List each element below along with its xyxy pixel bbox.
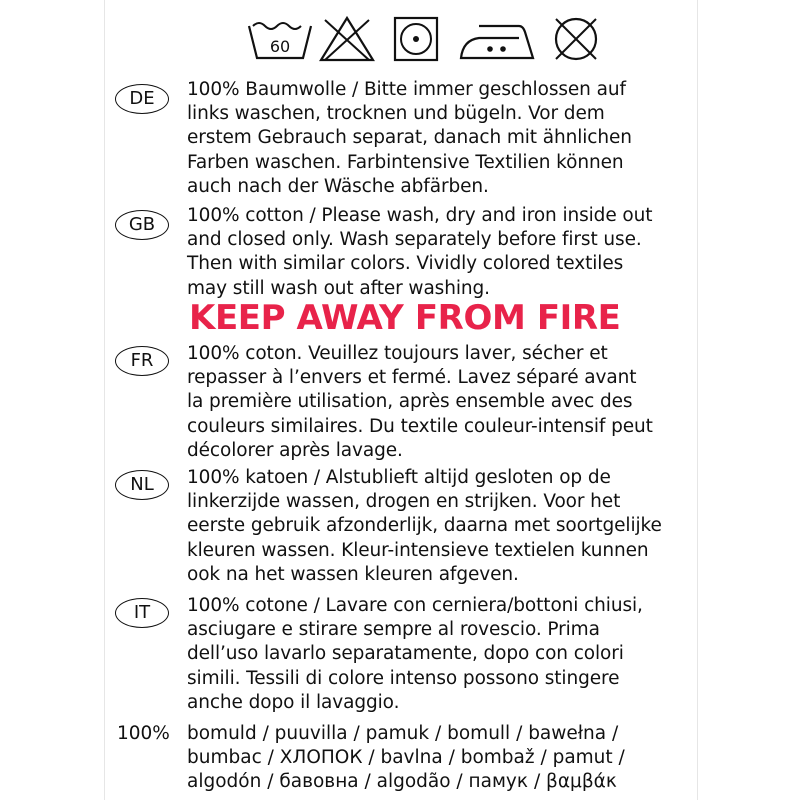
text-line: anche dopo il lavaggio. xyxy=(187,691,400,713)
language-badge: FR xyxy=(115,346,169,376)
text-line: dell’uso lavarlo separatamente, dopo con colori xyxy=(187,643,624,665)
text-line: asciugare e stirare sempre al rovescio. Prima xyxy=(187,619,600,641)
fire-warning: KEEP AWAY FROM FIRE xyxy=(189,298,621,338)
fiber-names xyxy=(187,722,697,795)
language-badge: DE xyxy=(115,84,169,114)
care-label xyxy=(104,0,698,800)
language-badge: NL xyxy=(115,470,169,500)
text-line: auch nach der Wäsche abfärben. xyxy=(187,175,489,197)
tumble-dry-icon xyxy=(391,14,441,64)
text-line: bumbac / ХЛОПОК / bavlna / bombaž / pamut / xyxy=(187,747,625,769)
text-line: ook na het wassen kleuren afgeven. xyxy=(187,563,519,585)
text-line: 100% cotone / Lavare con cerniera/bottoni chiusi, xyxy=(187,595,643,616)
language-badge: IT xyxy=(115,598,169,628)
text-line: linkerzijde wassen, drogen en strijken. Voor het xyxy=(187,491,621,513)
text-line: décolorer après lavage. xyxy=(187,439,403,461)
text-line: couleurs similaires. Du textile couleur-intensif peut xyxy=(187,415,653,437)
section-text xyxy=(187,594,697,715)
text-line: bomuld / puuvilla / pamuk / bomull / bawełna / xyxy=(187,723,619,744)
text-line: 100% katoen / Alstublieft altijd gesloten op de xyxy=(187,467,611,488)
text-line: repasser à l’envers et fermé. Lavez séparé avant xyxy=(187,367,637,389)
text-line: eerste gebruik afzonderlijk, daarna met soortgelijke xyxy=(187,515,662,537)
text-line: 100% cotton / Please wash, dry and iron inside out xyxy=(187,205,653,226)
text-line: 100% coton. Veuillez toujours laver, sécher et xyxy=(187,343,608,364)
wash-60-icon xyxy=(245,14,315,64)
text-line: erstem Gebrauch separat, danach mit ähnlichen xyxy=(187,127,632,149)
do-not-dry-clean-icon xyxy=(551,14,601,64)
fiber-percent: 100% xyxy=(117,723,170,744)
language-badge: GB xyxy=(115,210,169,240)
section-text xyxy=(187,204,697,301)
text-line: and closed only. Wash separately before first use. xyxy=(187,229,642,251)
care-symbols-row xyxy=(245,14,685,70)
text-line: may still wash out after washing. xyxy=(187,277,490,299)
wash-temp-label: 60 xyxy=(269,37,291,56)
text-line: simili. Tessili di colore intenso possono stingere xyxy=(187,667,620,689)
section-text xyxy=(187,466,697,587)
text-line: Farben waschen. Farbintensive Textilien können xyxy=(187,151,624,173)
text-line: la première utilisation, après ensemble avec des xyxy=(187,391,633,413)
section-text xyxy=(187,78,697,199)
section-text xyxy=(187,342,697,463)
iron-medium-icon xyxy=(457,14,539,64)
text-line: kleuren wassen. Kleur-intensieve textielen kunnen xyxy=(187,539,649,561)
text-line: Then with similar colors. Vividly colored textiles xyxy=(187,253,624,275)
text-line: 100% Baumwolle / Bitte immer geschlossen auf xyxy=(187,79,626,100)
do-not-bleach-icon xyxy=(317,14,377,64)
text-line: algodón / бавовна / algodão / памук / βαμβάκ xyxy=(187,771,617,793)
text-line: links waschen, trocknen und bügeln. Vor dem xyxy=(187,103,605,125)
